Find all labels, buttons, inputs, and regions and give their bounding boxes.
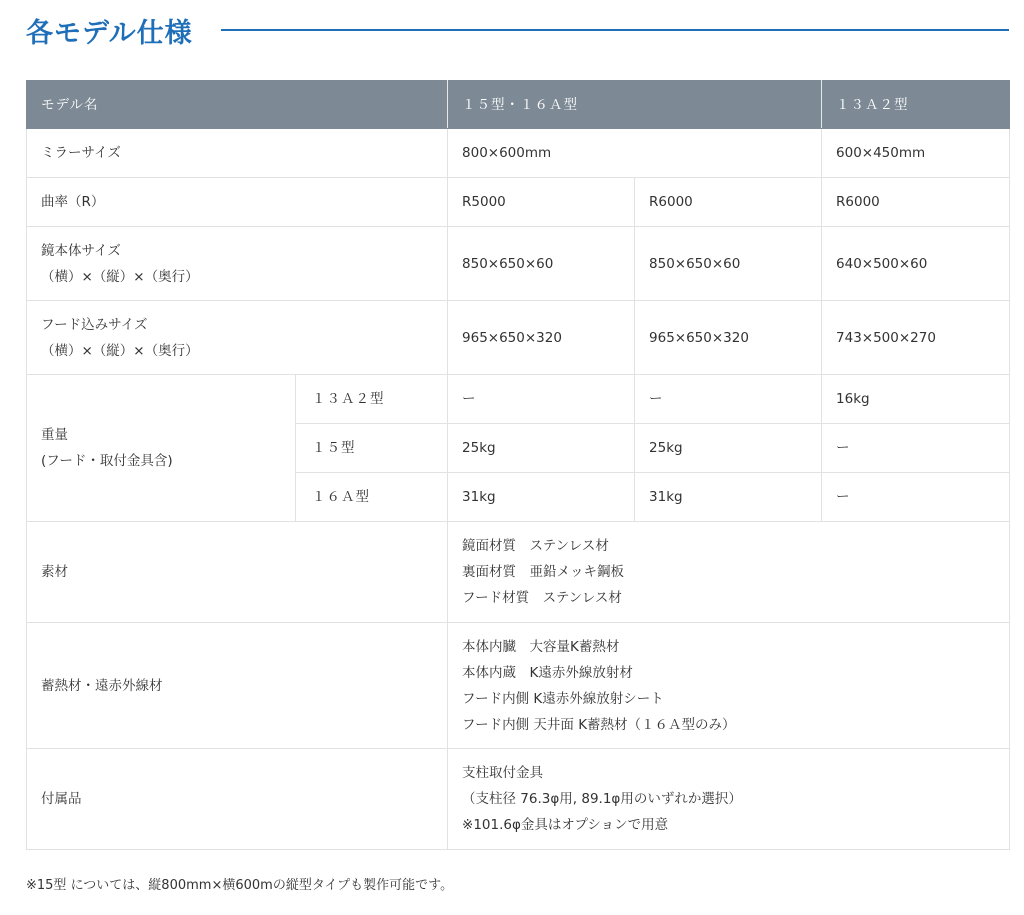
row-weight-13a2 <box>27 375 1010 424</box>
cell-15: R5000 <box>448 178 635 227</box>
cell-13a2: 743×500×270 <box>822 301 1010 375</box>
header-model-name: モデル名 <box>27 81 448 129</box>
cell-accessories <box>448 749 1010 850</box>
cell-15: 965×650×320 <box>448 301 635 375</box>
cell-13a2: 640×500×60 <box>822 227 1010 301</box>
row-label: 素材 <box>27 522 448 623</box>
cell-13a2: ー <box>822 424 1010 473</box>
row-heat <box>27 623 1010 749</box>
cell-16a: 965×650×320 <box>635 301 822 375</box>
row-label: ミラーサイズ <box>27 129 448 178</box>
cell-13a2: 600×450mm <box>822 129 1010 178</box>
row-label: 蓄熱材・遠赤外線材 <box>27 623 448 749</box>
header-15-16a: １５型・１６Ａ型 <box>448 81 822 129</box>
cell-16a: 850×650×60 <box>635 227 822 301</box>
row-label <box>27 375 296 522</box>
row-label: 曲率（R） <box>27 178 448 227</box>
weight-model: １３Ａ２型 <box>296 375 448 424</box>
cell-16a: 31kg <box>635 473 822 522</box>
row-mirror-size <box>27 129 1010 178</box>
material-line: 裏面材質 亜鉛メッキ鋼板 <box>462 564 625 580</box>
row-label-line: フード込みサイズ <box>41 316 148 333</box>
heat-line: フード内側 K遠赤外線放射シート <box>462 690 664 707</box>
cell-16a: ー <box>635 375 822 424</box>
row-label-line: 重量 <box>41 427 68 443</box>
material-line: フード材質 ステンレス材 <box>462 590 622 606</box>
heat-line: フード内側 天井面 K蓄熱材（１６Ａ型のみ） <box>462 716 736 733</box>
row-curvature <box>27 178 1010 227</box>
cell-13a2: R6000 <box>822 178 1010 227</box>
weight-model: １５型 <box>296 424 448 473</box>
cell-16a: R6000 <box>635 178 822 227</box>
row-hood-size <box>27 301 1010 375</box>
cell-13a2: ー <box>822 473 1010 522</box>
row-label <box>27 301 448 375</box>
heat-line: 本体内臓 大容量K蓄熱材 <box>462 638 620 655</box>
cell-13a2: 16kg <box>822 375 1010 424</box>
cell-15: 850×650×60 <box>448 227 635 301</box>
row-body-size <box>27 227 1010 301</box>
cell-15: ー <box>448 375 635 424</box>
title-row <box>26 10 1009 50</box>
cell-15-16a: 800×600mm <box>448 129 822 178</box>
cell-material <box>448 522 1010 623</box>
row-accessories <box>27 749 1010 850</box>
row-label-line: 鏡本体サイズ <box>41 242 121 259</box>
cell-15: 31kg <box>448 473 635 522</box>
accessory-line: 支柱取付金具 <box>462 765 544 781</box>
accessory-line: （支柱径 76.3φ用, 89.1φ用のいずれか選択） <box>462 791 742 807</box>
material-line: 鏡面材質 ステンレス材 <box>462 538 609 554</box>
header-13a2: １３Ａ２型 <box>822 81 1010 129</box>
row-label-line: （横）×（縦）×（奥行） <box>41 268 199 285</box>
row-label-line: (フード・取付金具含) <box>41 453 173 469</box>
spec-table <box>26 80 1010 850</box>
title-rule <box>221 29 1009 31</box>
cell-heat <box>448 623 1010 749</box>
row-label: 付属品 <box>27 749 448 850</box>
cell-16a: 25kg <box>635 424 822 473</box>
footnote: ※15型 については、縦800mm×横600mの縦型タイプも製作可能です。 <box>26 878 454 893</box>
row-label <box>27 227 448 301</box>
accessory-line: ※101.6φ金具はオプションで用意 <box>462 817 669 833</box>
cell-15: 25kg <box>448 424 635 473</box>
row-material <box>27 522 1010 623</box>
table-header-row <box>27 81 1010 129</box>
row-label-line: （横）×（縦）×（奥行） <box>41 342 199 359</box>
weight-model: １６Ａ型 <box>296 473 448 522</box>
page-title: 各モデル仕様 <box>26 17 193 49</box>
heat-line: 本体内蔵 K遠赤外線放射材 <box>462 664 633 681</box>
